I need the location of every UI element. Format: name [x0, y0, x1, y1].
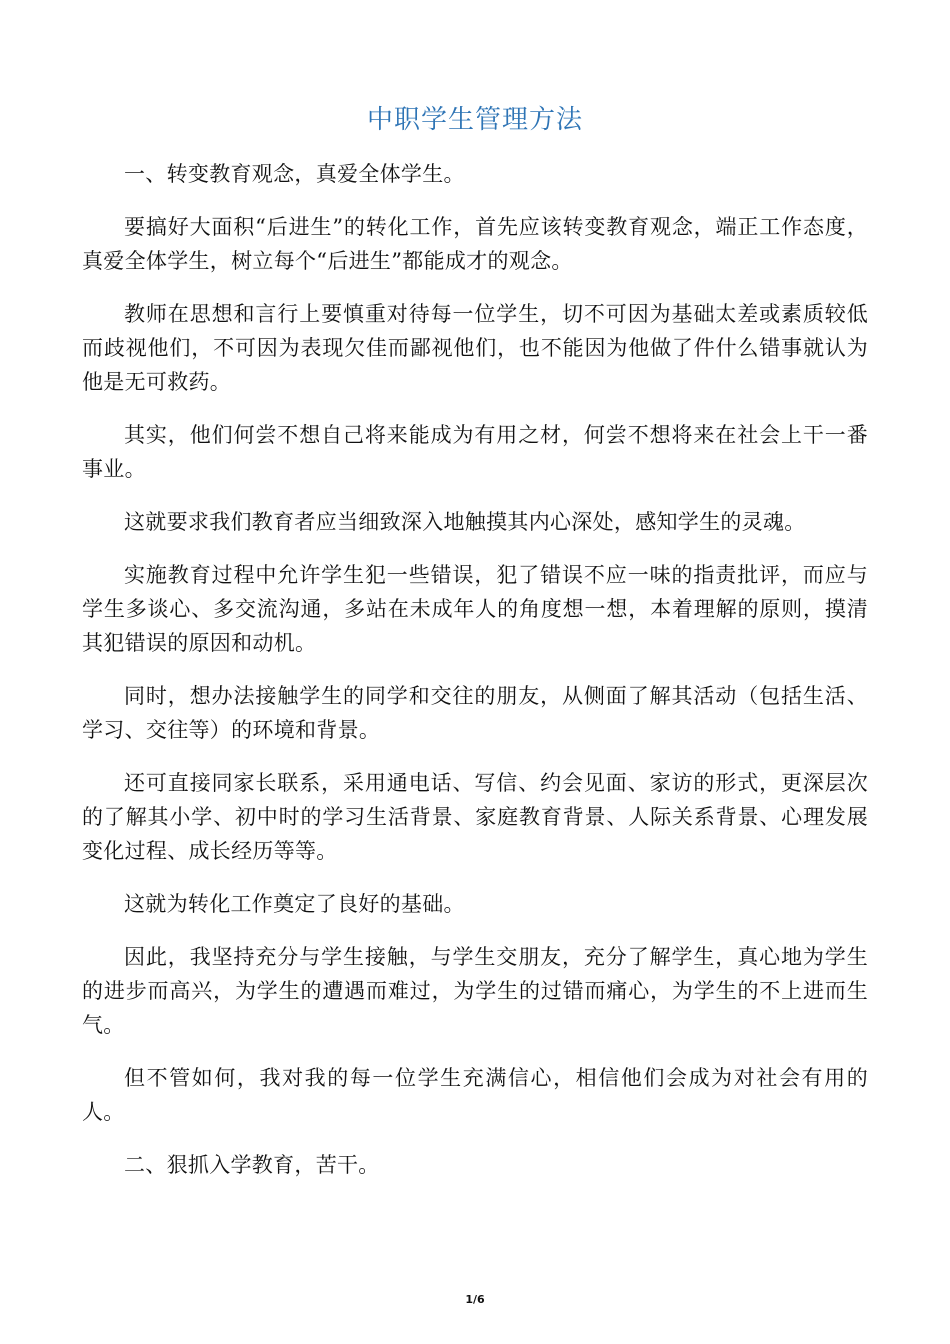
paragraph-6: 实施教育过程中允许学生犯一些错误，犯了错误不应一味的指责批评，而应与学生多谈心、多交流沟通，多站在未成年人的角度想一想，本着理解的原则，摸清其犯错误的原因和动机。	[82, 563, 868, 655]
paragraph-11: 但不管如何，我对我的每一位学生充满信心，相信他们会成为对社会有用的人。	[82, 1066, 868, 1124]
paragraph-7: 同时，想办法接触学生的同学和交往的朋友，从侧面了解其活动（包括生活、学习、交往等）的环境和背景。	[82, 684, 868, 742]
paragraph-9: 这就为转化工作奠定了良好的基础。	[124, 892, 465, 916]
paragraph-12: 二、狠抓入学教育，苦干。	[124, 1153, 380, 1177]
paragraph-1: 一、转变教育观念，真爱全体学生。	[124, 162, 465, 186]
paragraph-8: 还可直接同家长联系，采用通电话、写信、约会见面、家访的形式，更深层次的了解其小学、初中时的学习生活背景、家庭教育背景、人际关系背景、心理发展变化过程、成长经历等等。	[82, 771, 868, 863]
paragraph-3: 教师在思想和言行上要慎重对待每一位学生，切不可因为基础太差或素质较低而歧视他们，不可因为表现欠佳而鄙视他们，也不能因为他做了件什么错事就认为他是无可救药。	[82, 302, 868, 394]
page-number: 1/6	[465, 1293, 485, 1306]
paragraph-10: 因此，我坚持充分与学生接触，与学生交朋友，充分了解学生，真心地为学生的进步而高兴，为学生的遭遇而难过，为学生的过错而痛心，为学生的不上进而生气。	[82, 945, 868, 1037]
document-title: 中职学生管理方法	[366, 105, 583, 135]
paragraph-2: 要搞好大面积“后进生”的转化工作，首先应该转变教育观念，端正工作态度，真爱全体学生，树立每个“后进生”都能成才的观念。	[82, 215, 868, 273]
document-body	[82, 157, 868, 1201]
paragraph-4: 其实，他们何尝不想自己将来能成为有用之材，何尝不想将来在社会上干一番事业。	[82, 423, 868, 481]
paragraph-5: 这就要求我们教育者应当细致深入地触摸其内心深处，感知学生的灵魂。	[124, 510, 806, 534]
